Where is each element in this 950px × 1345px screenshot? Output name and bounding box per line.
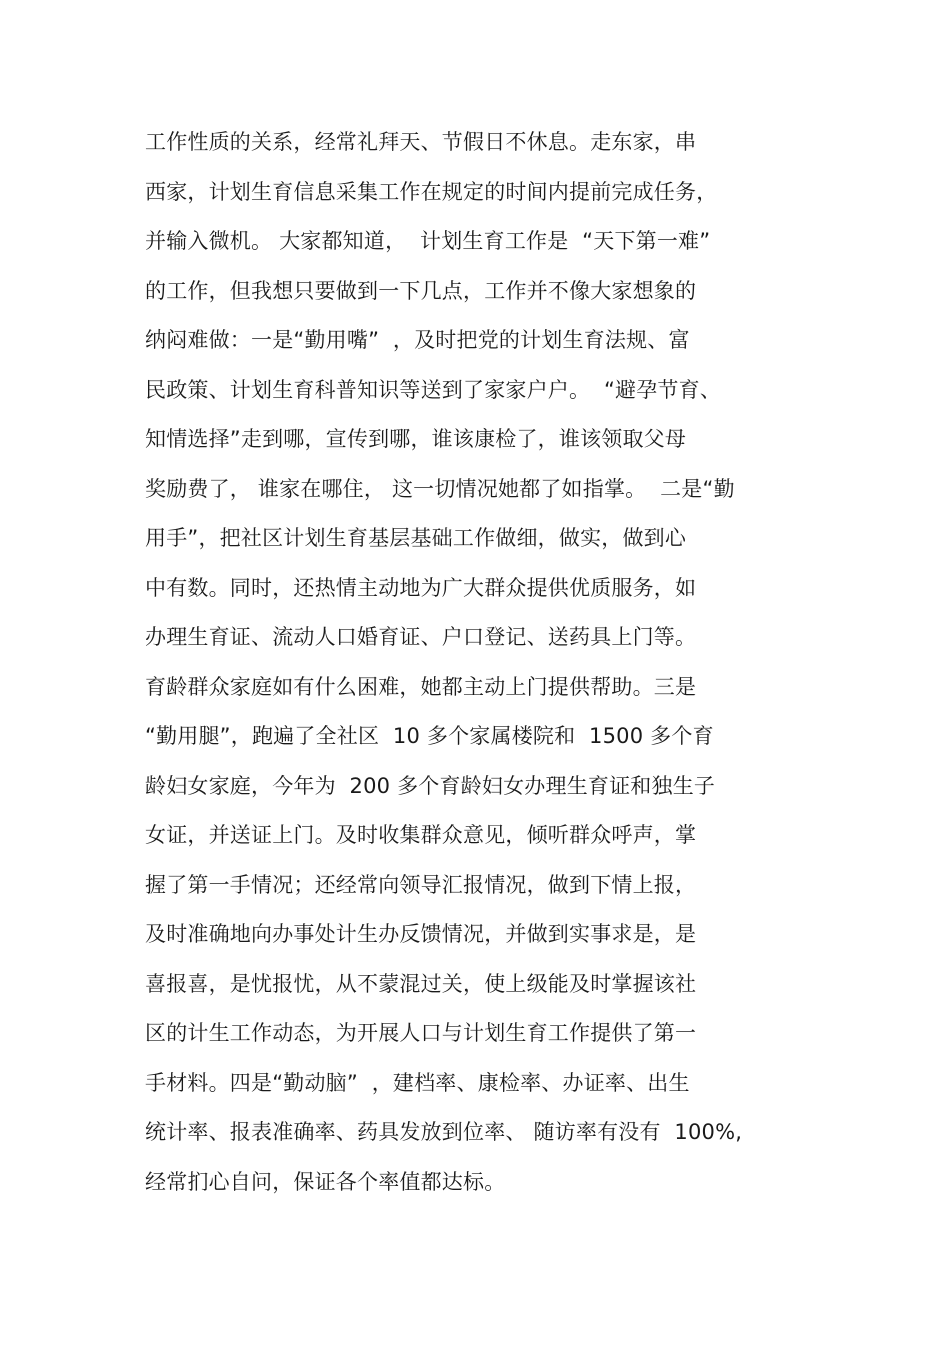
- text-line: 纳闷难做：一是“勤用嘴” ，及时把党的计划生育法规、富: [145, 328, 690, 352]
- text-line: 握了第一手情况；还经常向领导汇报情况，做到下情上报，: [145, 872, 697, 897]
- text-line: 女证，并送证上门。及时收集群众意见，倾听群众呼声，掌: [145, 823, 697, 847]
- text-line: 龄妇女家庭，今年为 200 多个育龄妇女办理生育证和独生子: [145, 773, 716, 798]
- text-line: 知情选择”走到哪，宣传到哪，谁该康检了，谁该领取父母: [145, 427, 687, 451]
- text-line: 办理生育证、流动人口婚育证、户口登记、送药具上门等。: [145, 625, 697, 649]
- text-line: 的工作，但我想只要做到一下几点，工作并不像大家想象的: [145, 278, 697, 303]
- text-line: 统计率、报表准确率、药具发放到位率、 随访率有没有 100%,: [145, 1120, 743, 1144]
- body-paragraph: [145, 118, 845, 1207]
- text-line: “勤用腿”，跑遍了全社区 10 多个家属楼院和 1500 多个育: [145, 724, 714, 748]
- text-line: 并输入微机。 大家都知道， 计划生育工作是 “天下第一难”: [145, 229, 711, 253]
- text-line: 经常扪心自问，保证各个率值都达标。: [145, 1169, 506, 1194]
- text-line: 手材料。四是“勤动脑” ，建档率、康检率、办证率、出生: [145, 1070, 690, 1095]
- text-line: 民政策、计划生育科普知识等送到了家家户户。 “避孕节育、: [145, 377, 722, 402]
- text-line: 及时准确地向办事处计生办反馈情况，并做到实事求是，是: [145, 922, 697, 946]
- text-line: 西家，计划生育信息采集工作在规定的时间内提前完成任务，: [145, 179, 718, 204]
- text-line: 奖励费了， 谁家在哪住， 这一切情况她都了如指掌。 二是“勤: [145, 476, 735, 501]
- text-line: 区的计生工作动态，为开展人口与计划生育工作提供了第一: [145, 1021, 697, 1045]
- text-line: 用手”，把社区计划生育基层基础工作做细，做实，做到心: [145, 526, 687, 550]
- text-line: 工作性质的关系，经常礼拜天、节假日不休息。走东家，串: [145, 130, 697, 154]
- text-line: 育龄群众家庭如有什么困难，她都主动上门提供帮助。三是: [145, 674, 697, 699]
- text-line: 喜报喜，是忧报忧，从不蒙混过关，使上级能及时掌握该社: [145, 971, 697, 996]
- text-line: 中有数。同时，还热情主动地为广大群众提供优质服务，如: [145, 575, 697, 600]
